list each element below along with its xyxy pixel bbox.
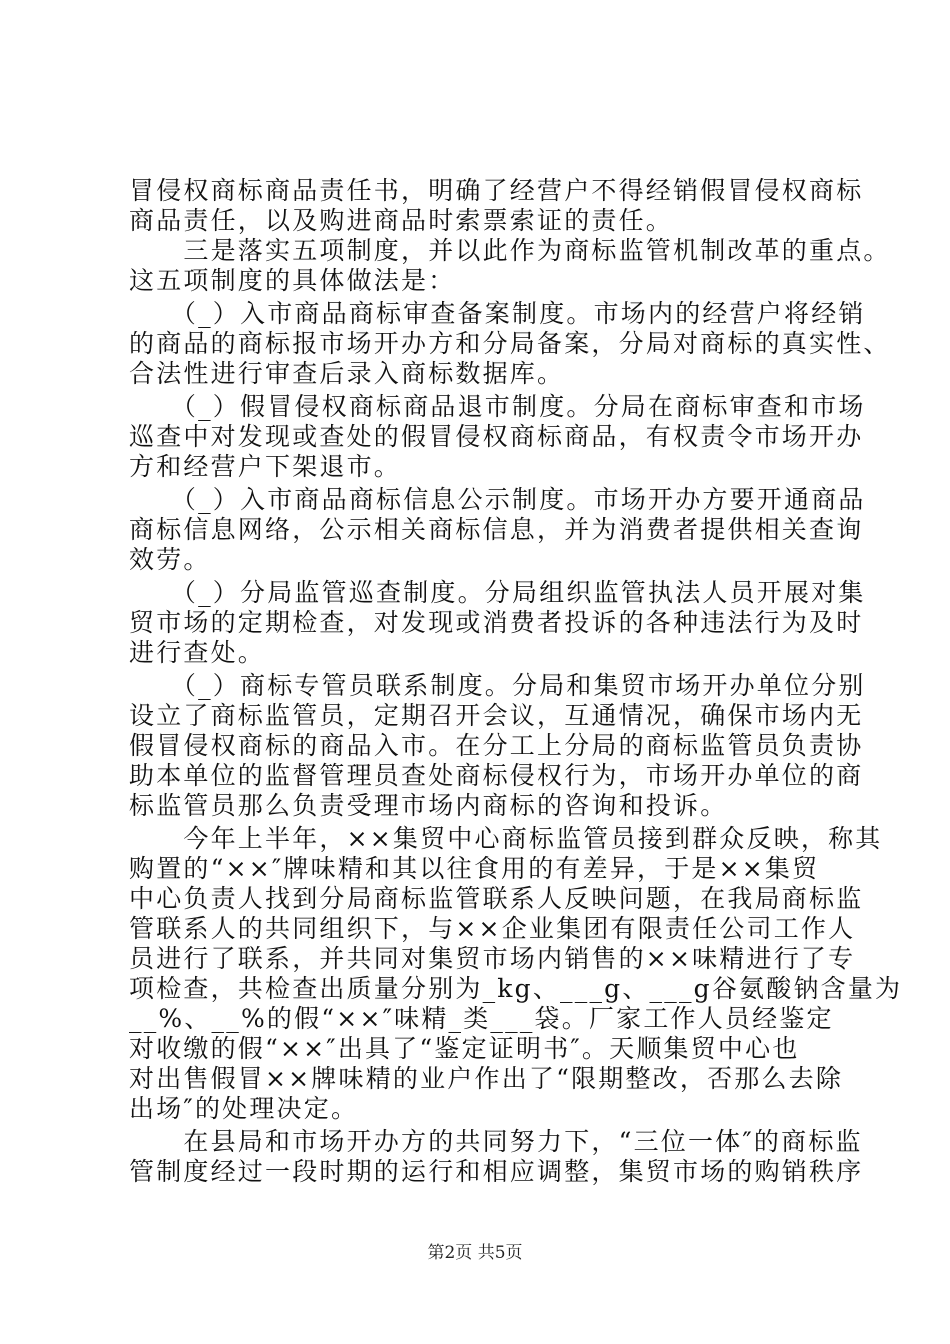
text-line: 三是落实五项制度，并以此作为商标监管机制改革的重点。 [129, 236, 891, 265]
text-line: 进行查处。 [129, 638, 266, 667]
text-line: 巡查中对发现或查处的假冒侵权商标商品，有权责令市场开办 [129, 422, 864, 451]
text-line: （_）分局监管巡查制度。分局组织监管执法人员开展对集 [129, 578, 866, 607]
text-line: 冒侵权商标商品责任书，明确了经营户不得经销假冒侵权商标 [129, 176, 864, 205]
text-line: 对出售假冒××牌味精的业户作出了“限期整改，否那么去除 [129, 1064, 844, 1093]
text-line: （_）入市商品商标信息公示制度。市场开办方要开通商品 [129, 485, 866, 514]
text-line: 效劳。 [129, 545, 211, 574]
text-line: 的商品的商标报市场开办方和分局备案，分局对商标的真实性、 [129, 329, 891, 358]
text-line: 购置的“××″牌味精和其以往食用的有差异，于是××集贸 [129, 854, 820, 883]
text-line: 管制度经过一段时期的运行和相应调整，集贸市场的购销秩序 [129, 1157, 864, 1186]
text-line: 今年上半年，××集贸中心商标监管员接到群众反映，称其 [129, 824, 883, 853]
text-line: 方和经营户下架退市。 [129, 452, 402, 481]
text-line: 项检查，共检查出质量分别为_kg、___g、___g谷氨酸钠含量为 [129, 974, 903, 1003]
text-line: 假冒侵权商标的商品入市。在分工上分局的商标监管员负责协 [129, 731, 864, 760]
text-line: 合法性进行审查后录入商标数据库。 [129, 359, 565, 388]
text-line: 贸市场的定期检查，对发现或消费者投诉的各种违法行为及时 [129, 608, 864, 637]
text-line: （_）商标专管员联系制度。分局和集贸市场开办单位分别 [129, 671, 866, 700]
text-line: 商标信息网络，公示相关商标信息，并为消费者提供相关查询 [129, 515, 864, 544]
text-line: __%、__%的假“××″味精_类___袋。厂家工作人员经鉴定 [129, 1004, 834, 1033]
text-line: 员进行了联系，并共同对集贸市场内销售的××味精进行了专 [129, 944, 856, 973]
text-line: 商品责任，以及购进商品时索票索证的责任。 [129, 206, 674, 235]
text-line: 管联系人的共同组织下，与××企业集团有限责任公司工作人 [129, 914, 856, 943]
text-line: 出场″的处理决定。 [129, 1094, 359, 1123]
text-line: 这五项制度的具体做法是： [129, 266, 456, 295]
text-line: 设立了商标监管员，定期召开会议，互通情况，确保市场内无 [129, 701, 864, 730]
text-line: 标监管员那么负责受理市场内商标的咨询和投诉。 [129, 791, 728, 820]
text-line: 在县局和市场开办方的共同努力下，“三位一体″的商标监 [129, 1127, 863, 1156]
document-body [129, 176, 903, 1187]
text-line: 助本单位的监督管理员查处商标侵权行为，市场开办单位的商 [129, 761, 864, 790]
text-line: 中心负责人找到分局商标监管联系人反映问题，在我局商标监 [129, 884, 864, 913]
text-line: （_）入市商品商标审查备案制度。市场内的经营户将经销 [129, 299, 866, 328]
text-line: 对收缴的假“××″出具了“鉴定证明书″。天顺集贸中心也 [129, 1034, 800, 1063]
text-line: （_）假冒侵权商标商品退市制度。分局在商标审查和市场 [129, 392, 866, 421]
page-number-footer: 第2页 共5页 [427, 1243, 523, 1263]
